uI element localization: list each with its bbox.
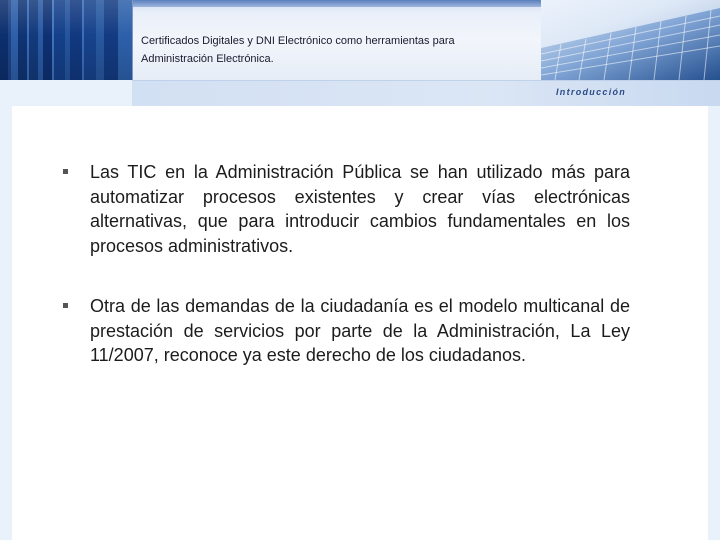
bullet-item-2	[90, 294, 630, 368]
section-label: Introducción	[556, 87, 627, 97]
title-line-1: Certificados Digitales y DNI Electrónico como herramientas para	[141, 35, 455, 47]
bullet-item-1	[90, 160, 630, 258]
title-line-2: Administración Electrónica.	[141, 53, 274, 65]
slide-title	[141, 32, 531, 68]
header-banner	[132, 80, 720, 106]
square-bullet-icon	[63, 169, 68, 174]
building-image	[541, 0, 720, 80]
bullet-text: Otra de las demandas de la ciudadanía es el modelo multicanal de prestación de servicios por parte de la Administración, La Ley 11/2007, reconoce ya este derecho de los ciudadanos.	[90, 296, 630, 365]
square-bullet-icon	[63, 303, 68, 308]
bullet-text: Las TIC en la Administración Pública se han utilizado más para automatizar procesos existentes y crear vías electrónicas alternativas, que para introducir cambios fundamentales en los procesos administrativos.	[90, 162, 630, 256]
stripes-overlay	[0, 0, 132, 80]
title-bar	[132, 0, 542, 80]
